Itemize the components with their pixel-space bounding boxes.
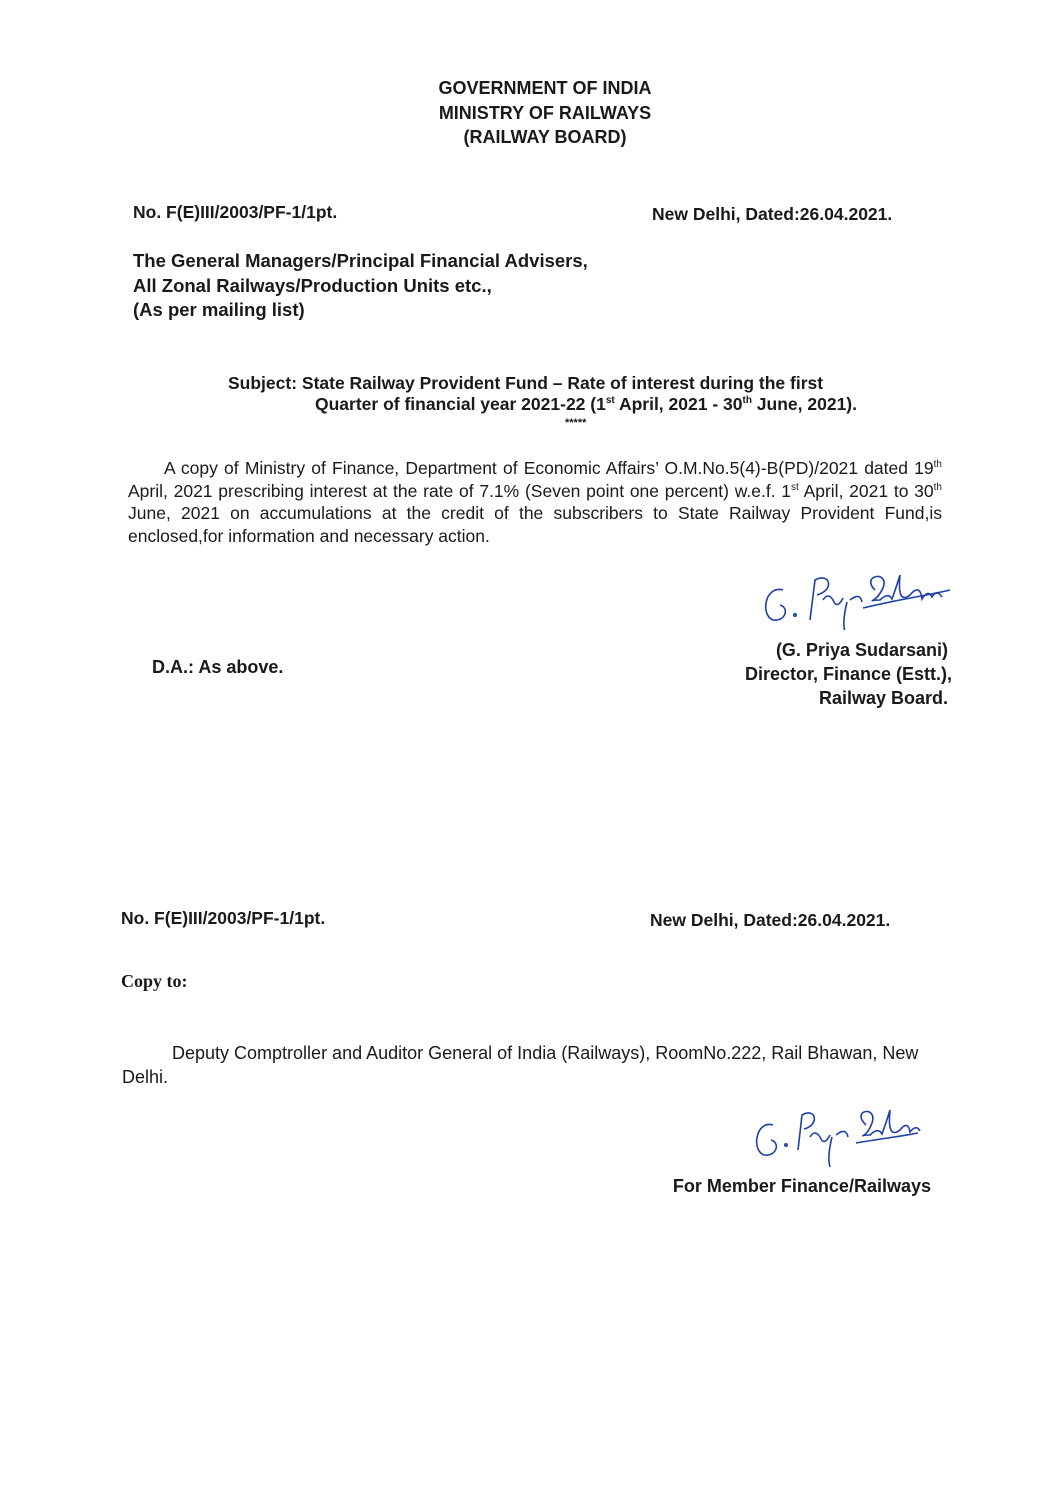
sup: st	[605, 395, 615, 407]
copy-text: Deputy Comptroller and Auditor General of India (Railways), RoomNo.222, Rail Bhawan, New Delhi.	[122, 1043, 919, 1087]
place-date-copy: New Delhi, Dated:26.04.2021.	[650, 910, 891, 930]
sup: st	[791, 481, 799, 493]
text: A copy of Ministry of Finance, Department of Economic Affairs’ O.M.No.5(4)-B(PD)/2021 dated 19	[164, 458, 934, 478]
sup: th	[933, 459, 942, 471]
copy-to-label: Copy to:	[121, 971, 188, 991]
signatory-designation: Director, Finance (Estt.),	[744, 664, 952, 684]
text: April, 2021 - 30	[614, 394, 743, 414]
signatory-name: (G. Priya Sudarsani)	[775, 640, 948, 660]
enclosure-note: D.A.: As above.	[152, 657, 284, 677]
text: June, 2021).	[751, 394, 857, 414]
text: June, 2021 on accumulations at the credit of the subscribers to State Railway Provident Fund,is enclosed,for information and necessary action.	[128, 503, 942, 546]
addressee-line: All Zonal Railways/Production Units etc.,	[133, 274, 492, 296]
body-paragraph	[128, 457, 942, 547]
subject-line: Subject: State Railway Provident Fund – Rate of interest during the first	[228, 373, 824, 393]
separator-stars: *****	[565, 417, 587, 429]
text: Quarter of financial year 2021-22 (1	[315, 394, 606, 414]
copy-paragraph	[122, 1041, 932, 1089]
sup: th	[742, 395, 752, 407]
signoff: For Member Finance/Railways	[672, 1176, 931, 1196]
letterhead-line: GOVERNMENT OF INDIA	[438, 78, 652, 98]
subject-line	[228, 394, 857, 415]
text: April, 2021 prescribing interest at the rate of 7.1% (Seven point one percent) w.e.f. 1	[128, 480, 792, 501]
letterhead-line: (RAILWAY BOARD)	[463, 127, 627, 147]
sup: th	[933, 481, 942, 493]
addressee-line: (As per mailing list)	[133, 299, 305, 320]
place-date: New Delhi, Dated:26.04.2021.	[652, 204, 893, 224]
reference-number: No. F(E)III/2003/PF-1/1pt.	[133, 202, 338, 222]
signatory-block	[744, 638, 952, 710]
text: April, 2021 to 30	[798, 480, 934, 501]
letterhead-line: MINISTRY OF RAILWAYS	[438, 102, 652, 123]
addressee-line: The General Managers/Principal Financial Advisers,	[133, 250, 588, 271]
reference-number-copy: No. F(E)III/2003/PF-1/1pt.	[121, 908, 326, 928]
signature-image	[755, 560, 955, 630]
signatory-office: Railway Board.	[818, 688, 948, 708]
addressee	[133, 249, 588, 323]
letterhead	[0, 76, 1058, 150]
signature-image	[748, 1095, 928, 1170]
subject	[228, 373, 857, 415]
